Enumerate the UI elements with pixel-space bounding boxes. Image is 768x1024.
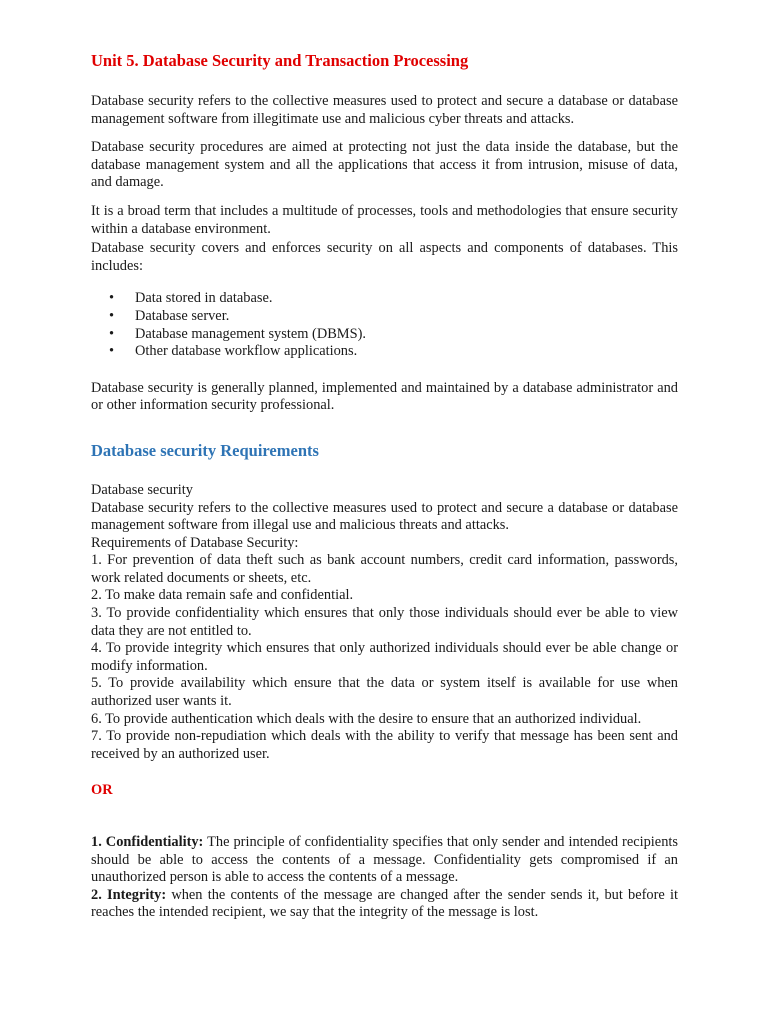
document-title: Unit 5. Database Security and Transaction Processing [91,51,469,70]
requirement-item-5: 5. To provide availability which ensure that the data or system itself is available for use when authorized user wants it. [91,675,678,710]
list-item [91,290,678,308]
requirements-label: Database security [91,481,193,498]
principle-confidentiality [91,834,678,887]
bullet-icon: • [109,307,115,324]
requirements-definition: Database security refers to the collective measures used to protect and secure a database or database management software from illegal use and malicious threats and attacks. [91,499,678,534]
intro-paragraph-1: Database security refers to the collective measures used to protect and secure a database or database management software from illegitimate use and malicious cyber threats and attacks. [91,93,678,127]
list-item [91,326,678,344]
intro-paragraph-4: Database security covers and enforces security on all aspects and components of databases. This includes: [91,240,678,274]
list-item-text: Database management system (DBMS). [135,325,366,342]
requirement-item-4: 4. To provide integrity which ensures that only authorized individuals should ever be able change or modify information. [91,640,678,674]
requirement-item-1: 1. For prevention of data theft such as bank account numbers, credit card information, passwords, work related documents or sheets, etc. [91,552,678,586]
intro-paragraph-2: Database security procedures are aimed at protecting not just the data inside the database, but the database management system and all the applications that access it from intrusion, misuse of data, and damage. [91,139,678,191]
bullet-icon: • [109,290,115,307]
list-item-text: Other database workflow applications. [135,343,358,360]
components-list [91,290,678,360]
list-item-text: Data stored in database. [135,290,273,307]
principle-term: 1. Confidentiality: [91,834,204,850]
principle-text: when the contents of the message are changed after the sender sends it, but before it reaches the intended recipient, we say that the integrity of the message is lost. [91,886,678,921]
principle-term: 2. Integrity: [91,886,167,903]
bullet-icon: • [109,343,115,360]
or-label: OR [91,782,113,799]
closing-paragraph: Database security is generally planned, implemented and maintained by a database administrator and or other information security professional. [91,379,678,414]
requirements-list-title: Requirements of Database Security: [91,534,299,551]
list-item [91,343,678,361]
requirement-item-2: 2. To make data remain safe and confidential. [91,587,354,604]
principle-text: The principle of confidentiality specifies that only sender and intended recipients should be able to access the contents of a message. Confidentiality gets compromised if an unauthorized person is able to access the contents of a message. [91,834,678,886]
requirements-heading: Database security Requirements [91,440,319,460]
list-item-text: Database server. [135,307,230,324]
requirement-item-6: 6. To provide authentication which deals with the desire to ensure that an authorized individual. [91,710,642,727]
list-item [91,308,678,326]
intro-paragraph-3: It is a broad term that includes a multitude of processes, tools and methodologies that ensure security within a database environment. [91,202,678,237]
requirement-item-7: 7. To provide non-repudiation which deals with the ability to verify that message has been sent and received by an authorized user. [91,728,678,762]
bullet-icon: • [109,325,115,342]
requirement-item-3: 3. To provide confidentiality which ensures that only those individuals should ever be able to view data they are not entitled to. [91,605,678,639]
principle-integrity [91,887,678,922]
